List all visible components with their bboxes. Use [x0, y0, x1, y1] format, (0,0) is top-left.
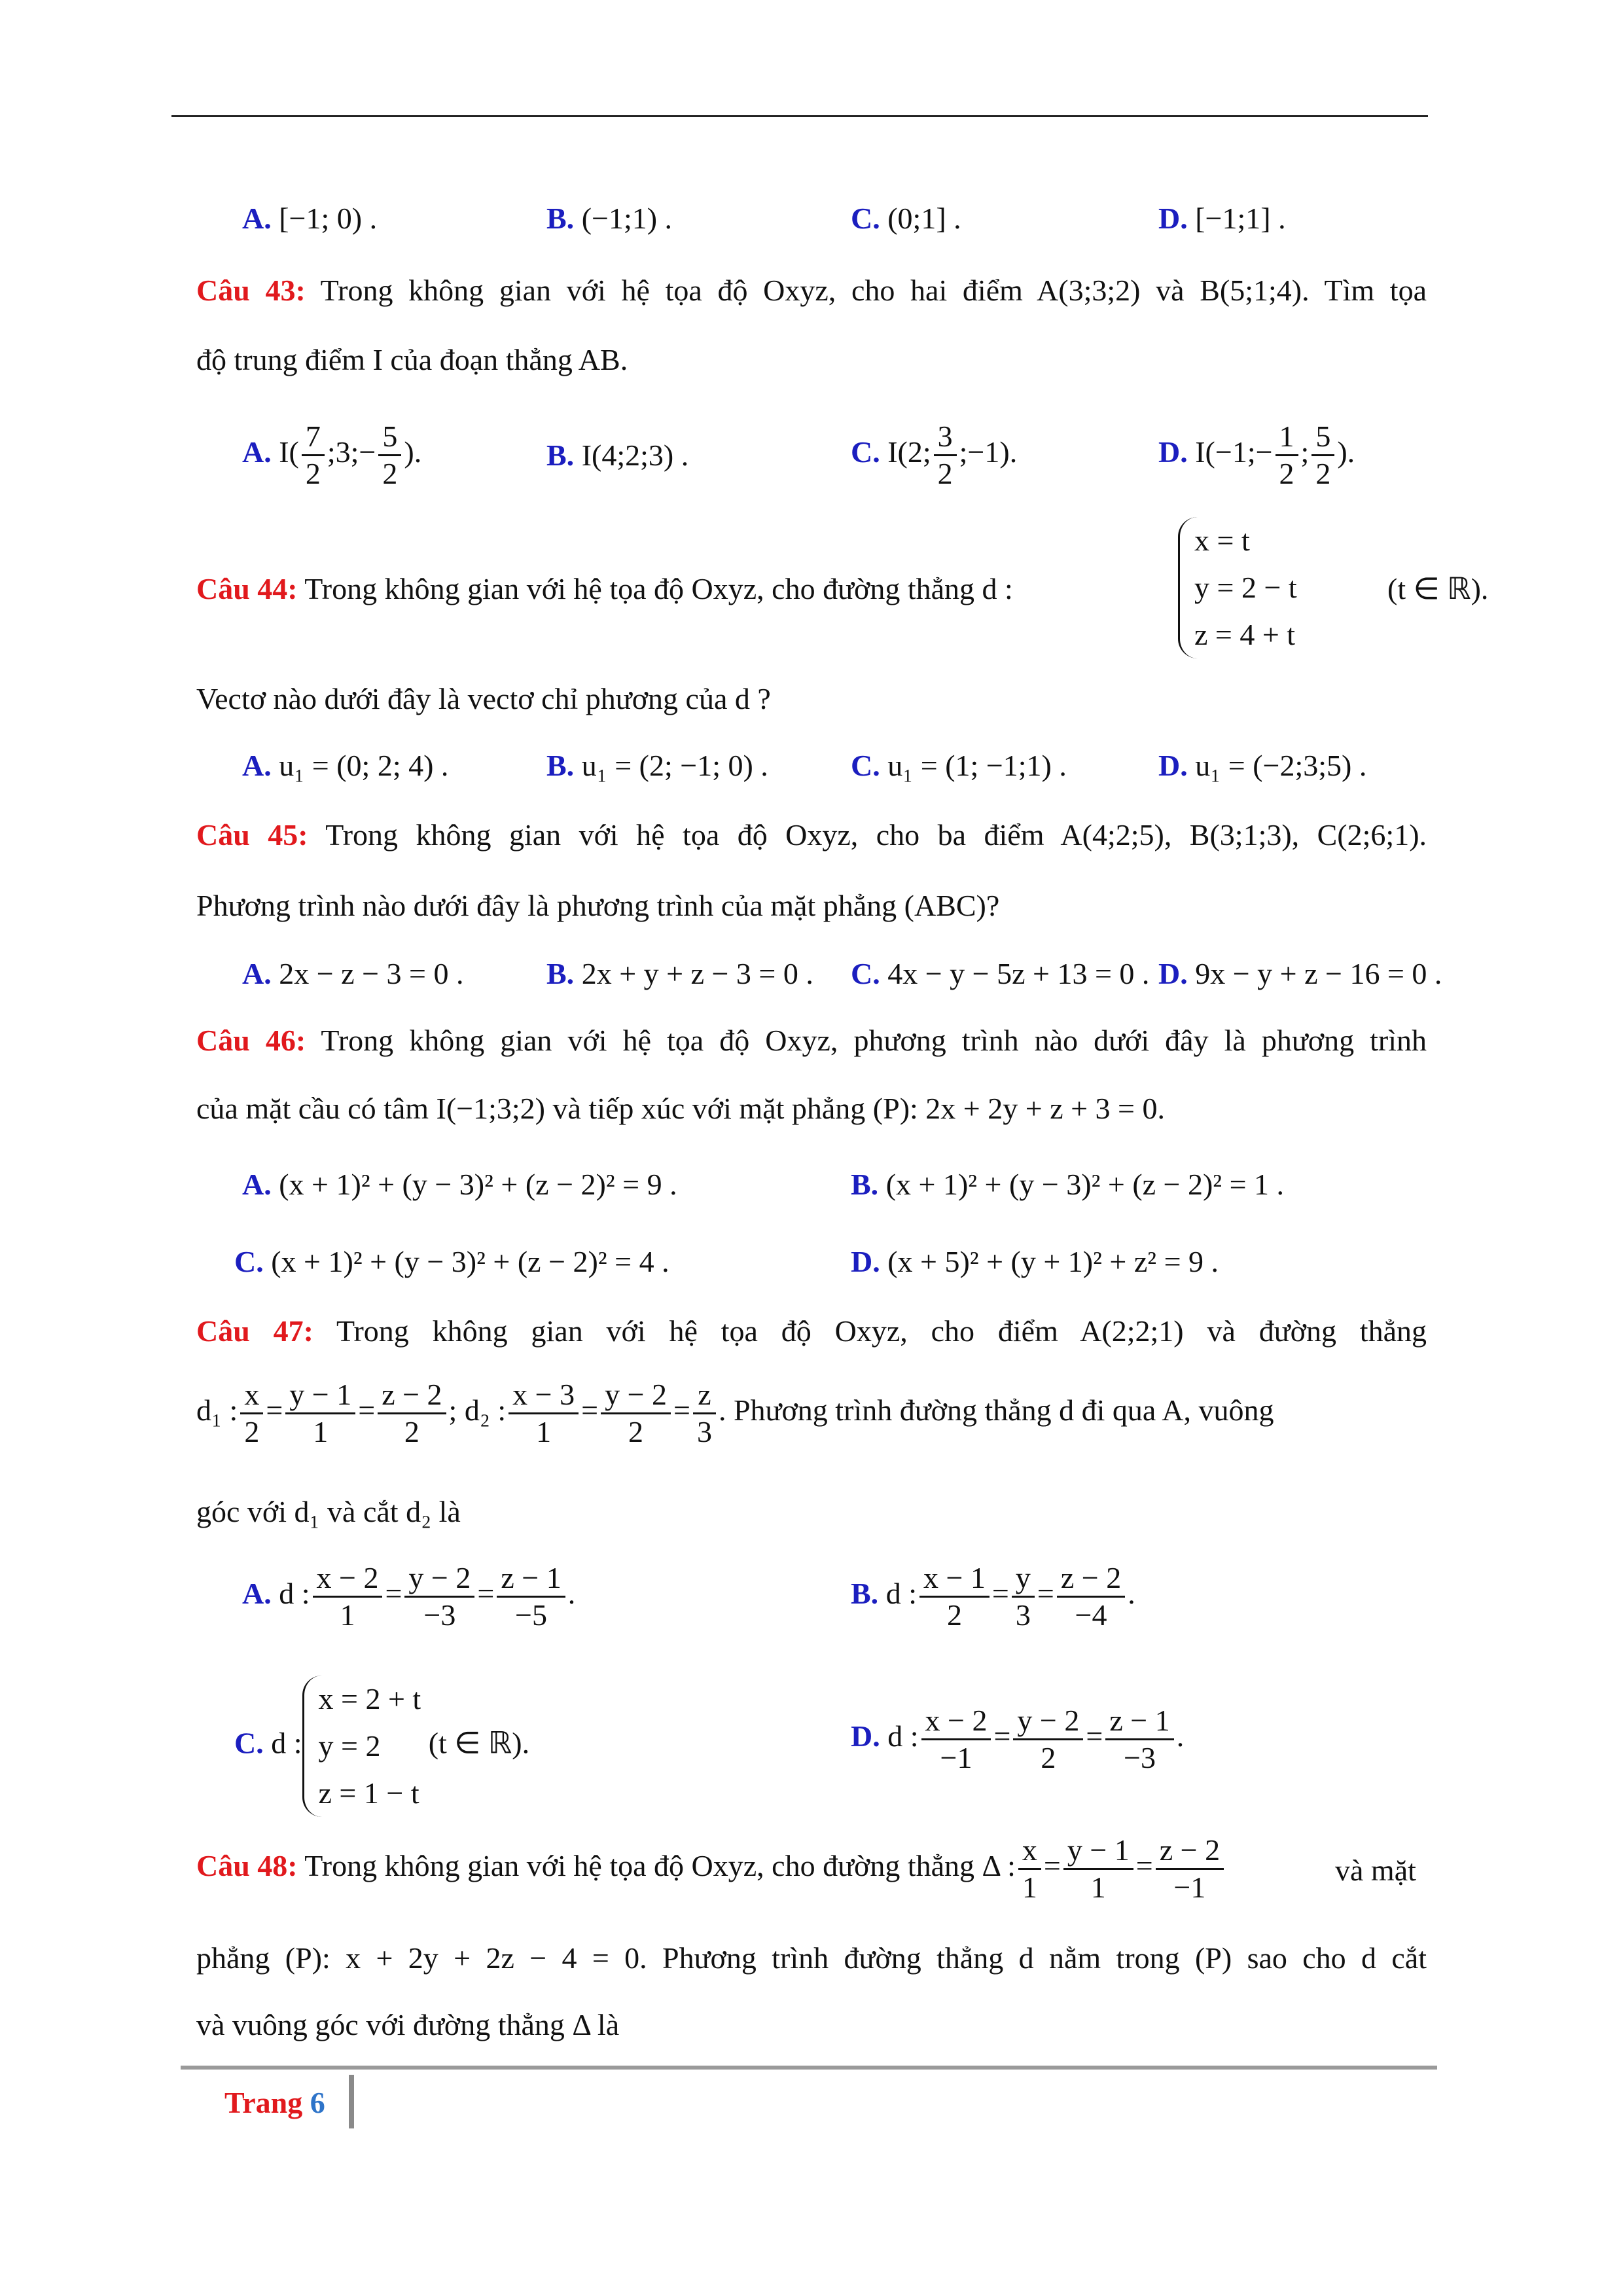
fraction: $\frac{z - 1}{-5}$: [497, 1560, 565, 1633]
q46-stem-line1: Câu 46: Trong không gian với hệ tọa độ Oxyz, phương trình nào dưới đây là phương trình: [196, 1024, 1427, 1057]
q46-stem-line2: của mặt cầu có tâm I(−1;3;2) và tiếp xúc với mặt phẳng (P): 2x + 2y + z + 3 = 0.: [196, 1092, 1165, 1125]
fraction: $\frac{3}{2}$: [934, 419, 957, 492]
fraction: $\frac{y}{3}$: [1012, 1560, 1035, 1633]
equation-system: x = t y = 2 − t z = 4 + t: [1178, 517, 1297, 658]
q44-system: [1178, 517, 1297, 658]
fraction: $\frac{y - 2}{-3}$: [404, 1560, 474, 1633]
fraction: $\frac{z - 1}{-3}$: [1105, 1703, 1173, 1776]
fraction: $\frac{x - 2}{-1}$: [921, 1703, 991, 1776]
q42-option-a: A. [−1; 0) .: [242, 202, 378, 235]
q43-options: [196, 419, 1427, 497]
q43-stem-line2: độ trung điểm I của đoạn thẳng AB.: [196, 343, 628, 376]
q47-options-row1: [196, 1560, 1427, 1645]
top-rule: [171, 115, 1428, 117]
q44-stem-line2: Vectơ nào dưới đây là vectơ chỉ phương của d ?: [196, 682, 771, 715]
q42-option-d: D. [−1;1] .: [1158, 202, 1286, 235]
q42-option-b: B. (−1;1) .: [546, 202, 673, 235]
q48-stem-tail: và mặt: [1335, 1854, 1416, 1887]
q45-stem-line1: Câu 45: Trong không gian với hệ tọa độ Oxyz, cho ba điểm A(4;2;5), B(3;1;3), C(2;6;1).: [196, 818, 1427, 852]
q44-option-a: A. u₁ = (0; 2; 4) .: [242, 749, 449, 782]
fraction: $\frac{z}{3}$: [693, 1377, 716, 1450]
q43-stem-line1: Câu 43: Trong không gian với hệ tọa độ Oxyz, cho hai điểm A(3;3;2) và B(5;1;4). Tìm tọa: [196, 274, 1427, 307]
fraction: $\frac{5}{2}$: [378, 419, 401, 492]
q47-option-b: B. d : $\frac{x - 1}{2}$ = $\frac{y}{3}$ = $\frac{z - 2}{-4}$ .: [851, 1561, 1135, 1632]
q45-option-d: D. 9x − y + z − 16 = 0 .: [1158, 957, 1442, 990]
fraction: $\frac{7}{2}$: [302, 419, 325, 492]
fraction: $\frac{x - 3}{1}$: [508, 1377, 579, 1450]
page-number: 6: [310, 2086, 325, 2119]
q42-option-c: C. (0;1] .: [851, 202, 961, 235]
q47-option-c: C. d : x = 2 + t y = 2 z = 1 − t (t ∈ ℝ).: [234, 1676, 529, 1817]
fraction: $\frac{x}{1}$: [1018, 1833, 1041, 1905]
q44-stem-line1: [196, 517, 1489, 661]
q47-options-row2: [196, 1676, 1427, 1826]
q43-option-d: D. I(−1;− $\frac{1}{2}$ ; $\frac{5}{2}$ ).: [1158, 420, 1355, 490]
fraction: $\frac{1}{2}$: [1275, 419, 1298, 492]
q45-option-b: B. 2x + y + z − 3 = 0 .: [546, 957, 813, 990]
footer-divider: [349, 2075, 354, 2128]
fraction: $\frac{5}{2}$: [1311, 419, 1334, 492]
q46-option-d: D. (x + 5)² + (y + 1)² + z² = 9 .: [851, 1245, 1219, 1278]
q47-option-a: A. d : $\frac{x - 2}{1}$ = $\frac{y - 2}{-3}$ = $\frac{z - 1}{-5}$ .: [242, 1561, 576, 1632]
q48-stem-line1: [196, 1833, 1427, 1911]
q44-option-c: C. u₁ = (1; −1;1) .: [851, 749, 1067, 782]
fraction: $\frac{z - 2}{-1}$: [1156, 1833, 1224, 1905]
fraction: $\frac{y - 1}{1}$: [1063, 1833, 1133, 1905]
page-footer: Trang 6: [224, 2086, 325, 2119]
q48-stem-text: Câu 48: Trong không gian với hệ tọa độ Oxyz, cho đường thẳng Δ : $\frac{x}{1}$ = $\frac{y - 1}{1}$ = $\frac{z - 2}{-1}$: [196, 1833, 1226, 1905]
fraction: $\frac{x - 1}{2}$: [919, 1560, 990, 1633]
fraction: $\frac{x}{2}$: [240, 1377, 263, 1450]
footer-rule: [181, 2066, 1437, 2070]
fraction: $\frac{y - 1}{1}$: [285, 1377, 355, 1450]
q48-stem-line3: và vuông góc với đường thẳng Δ là: [196, 2008, 620, 2041]
q46-option-a: A. (x + 1)² + (y − 3)² + (z − 2)² = 9 .: [242, 1168, 677, 1201]
q48-stem-line2: phẳng (P): x + 2y + 2z − 4 = 0. Phương trình đường thẳng d nằm trong (P) sao cho d cắt: [196, 1941, 1427, 1975]
q44-stem-text: Câu 44: Trong không gian với hệ tọa độ Oxyz, cho đường thẳng d :: [196, 572, 1013, 605]
q47-option-d: D. d : $\frac{x - 2}{-1}$ = $\frac{y - 2}{2}$ = $\frac{z - 1}{-3}$ .: [851, 1704, 1185, 1774]
q43-option-c: C. I(2; $\frac{3}{2}$ ;−1).: [851, 420, 1018, 490]
q45-stem-line2: Phương trình nào dưới đây là phương trình của mặt phẳng (ABC)?: [196, 889, 1000, 922]
q47-stem-line2: [196, 1377, 1427, 1456]
q47-stem-line3: góc với d₁ và cắt d₂ là: [196, 1495, 461, 1528]
fraction: $\frac{y - 2}{2}$: [1013, 1703, 1083, 1776]
fraction: $\frac{z - 2}{-4}$: [1057, 1560, 1125, 1633]
q46-option-c: C. (x + 1)² + (y − 3)² + (z − 2)² = 4 .: [234, 1245, 669, 1278]
q47-stem-line1: Câu 47: Trong không gian với hệ tọa độ Oxyz, cho điểm A(2;2;1) và đường thẳng: [196, 1314, 1427, 1348]
q43-option-b: B. I(4;2;3) .: [546, 439, 689, 472]
fraction: $\frac{y - 2}{2}$: [601, 1377, 671, 1450]
q46-option-b: B. (x + 1)² + (y − 3)² + (z − 2)² = 1 .: [851, 1168, 1285, 1201]
q45-option-c: C. 4x − y − 5z + 13 = 0 .: [851, 957, 1150, 990]
fraction: $\frac{z - 2}{2}$: [378, 1377, 446, 1450]
q43-option-a: A. I( $\frac{7}{2}$ ;3;− $\frac{5}{2}$ ).: [242, 420, 422, 490]
fraction: $\frac{x - 2}{1}$: [313, 1560, 383, 1633]
q45-option-a: A. 2x − z − 3 = 0 .: [242, 957, 464, 990]
q47-line-d1: d₁ : $\frac{x}{2}$ = $\frac{y - 1}{1}$ = $\frac{z - 2}{2}$ ; d₂ : $\frac{x - 3}{1}$ = $\frac{y - 2}{2}$ = $\frac{z}{3}$ . Phương trình đường thẳng d đi qua A, vuông: [196, 1378, 1274, 1448]
equation-system: x = 2 + t y = 2 z = 1 − t: [302, 1676, 421, 1817]
q44-option-b: B. u₁ = (2; −1; 0) .: [546, 749, 768, 782]
q44-option-d: D. u₁ = (−2;3;5) .: [1158, 749, 1367, 782]
q44-param-domain: (t ∈ ℝ).: [1387, 572, 1489, 605]
